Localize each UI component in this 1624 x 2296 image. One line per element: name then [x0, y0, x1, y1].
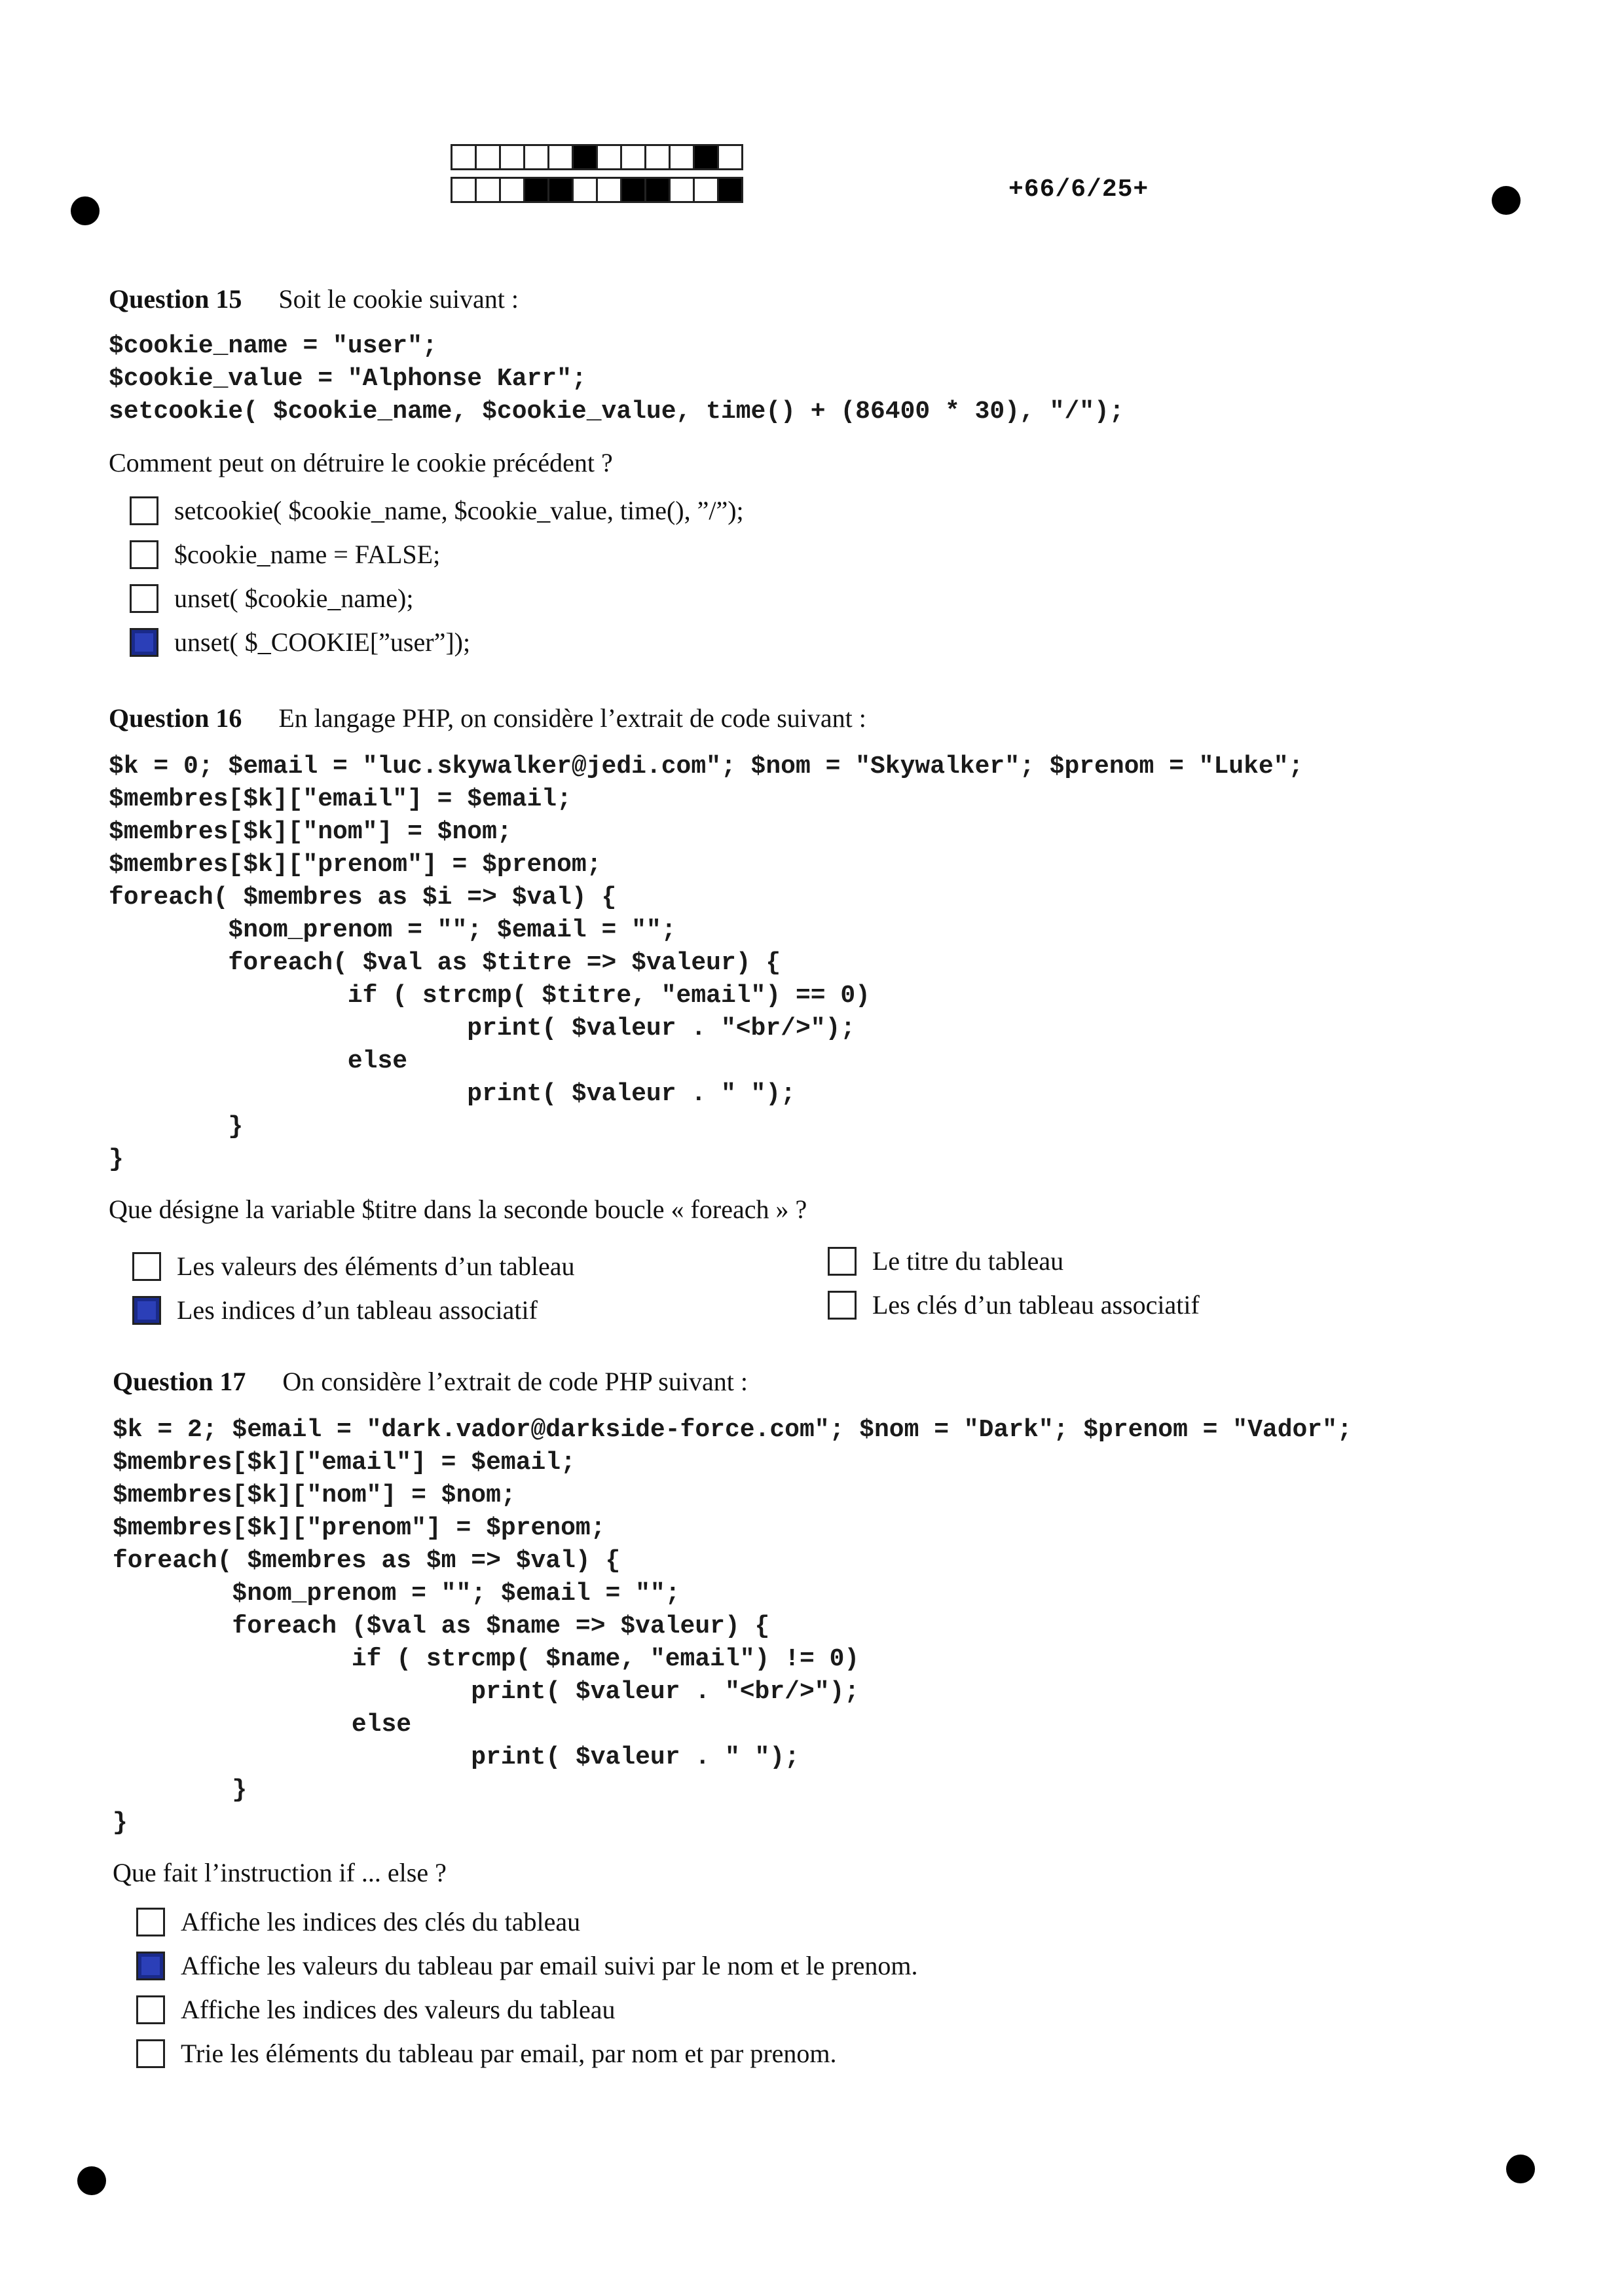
- question-number: Question 15: [109, 284, 242, 314]
- option-label: $cookie_name = FALSE;: [174, 539, 441, 569]
- question-16: [109, 701, 1523, 1332]
- page-id: +66/6/25+: [1008, 176, 1149, 204]
- question-header: [113, 1364, 1527, 1399]
- barcode-cell: [572, 177, 598, 203]
- answer-option[interactable]: [136, 2031, 1527, 2075]
- answer-options: [130, 489, 1523, 664]
- checkbox[interactable]: [136, 1908, 165, 1936]
- question-number: Question 17: [113, 1367, 246, 1396]
- question-prompt: Comment peut on détruire le cookie précédent ?: [109, 448, 613, 477]
- answer-option[interactable]: [130, 620, 1523, 664]
- checkbox[interactable]: [136, 2039, 165, 2068]
- checkbox[interactable]: [130, 496, 158, 525]
- barcode-cell: [596, 144, 622, 170]
- barcode-row-1: [451, 144, 741, 170]
- checkbox[interactable]: [828, 1247, 857, 1276]
- barcode-cell: [572, 144, 598, 170]
- checkbox[interactable]: [132, 1252, 161, 1281]
- checkbox[interactable]: [828, 1291, 857, 1320]
- option-label: Affiche les indices des valeurs du tableau: [181, 1994, 616, 2024]
- barcode-cell: [669, 177, 695, 203]
- answer-option[interactable]: [130, 489, 1523, 532]
- option-label: Le titre du tableau: [872, 1246, 1064, 1276]
- barcode-cell: [547, 177, 574, 203]
- option-label: Affiche les indices des clés du tableau: [181, 1906, 581, 1936]
- answer-option[interactable]: [130, 532, 1523, 576]
- barcode-cell: [620, 177, 646, 203]
- code-block: $cookie_name = "user"; $cookie_value = "Alphonse Karr"; setcookie( $cookie_name, $cookie_value, time() + (86400 * 30), "/");: [109, 332, 1124, 426]
- barcode-cell: [693, 144, 719, 170]
- answer-option[interactable]: [136, 1988, 1527, 2031]
- answer-option[interactable]: [130, 576, 1523, 620]
- question-title: En langage PHP, on considère l’extrait de code suivant :: [278, 703, 866, 733]
- options-left-column: [132, 1244, 828, 1332]
- option-label: unset( $_COOKIE[”user”]);: [174, 627, 471, 657]
- code-block: $k = 2; $email = "dark.vador@darkside-force.com"; $nom = "Dark"; $prenom = "Vador"; $membres[$k]["email"] = $email; $membres[$k]["nom"] = $nom; $membres[$k]["prenom"] = $prenom; foreach( $membres as $m => $val) { $nom_prenom = ""; $email = ""; foreach ($val as $name => $valeur) { if ( strcmp( $name, "email") != 0) print( $valeur . "<br/>"); else print( $valeur . " "); } }: [113, 1416, 1352, 1837]
- option-label: Les clés d’un tableau associatif: [872, 1289, 1200, 1320]
- question-prompt: Que désigne la variable $titre dans la seconde boucle « foreach » ?: [109, 1194, 807, 1224]
- barcode-cell: [620, 144, 646, 170]
- checkbox[interactable]: [130, 628, 158, 657]
- barcode-cell: [717, 177, 743, 203]
- barcode-cell: [475, 144, 501, 170]
- barcode-cell: [499, 144, 525, 170]
- answer-option[interactable]: [136, 1944, 1527, 1988]
- option-label: Les indices d’un tableau associatif: [177, 1295, 538, 1325]
- barcode-cell: [644, 177, 671, 203]
- question-15: [109, 282, 1523, 664]
- question-17: [113, 1364, 1527, 2075]
- registration-mark-top-right: [1492, 186, 1521, 215]
- registration-mark-bottom-right: [1506, 2155, 1535, 2183]
- barcode-cell: [499, 177, 525, 203]
- answer-option[interactable]: [828, 1239, 1523, 1283]
- answer-option[interactable]: [132, 1288, 828, 1332]
- answer-option[interactable]: [132, 1244, 828, 1288]
- barcode-cell: [596, 177, 622, 203]
- question-number: Question 16: [109, 703, 242, 733]
- barcode-cell: [717, 144, 743, 170]
- option-label: Affiche les valeurs du tableau par email suivi par le nom et le prenom.: [181, 1950, 918, 1980]
- code-block: $k = 0; $email = "luc.skywalker@jedi.com"; $nom = "Skywalker"; $prenom = "Luke"; $membres[$k]["email"] = $email; $membres[$k]["nom"] = $nom; $membres[$k]["prenom"] = $prenom; foreach( $membres as $i => $val) { $nom_prenom = ""; $email = ""; foreach( $val as $titre => $valeur) { if ( strcmp( $titre, "email") == 0) print( $valeur . "<br/>"); else print( $valeur . " "); } }: [109, 752, 1304, 1174]
- checkbox[interactable]: [132, 1296, 161, 1325]
- barcode-cell: [523, 144, 549, 170]
- barcode-cell: [475, 177, 501, 203]
- barcode-cell: [451, 144, 477, 170]
- option-label: Trie les éléments du tableau par email, par nom et par prenom.: [181, 2038, 837, 2068]
- barcode-cell: [451, 177, 477, 203]
- options-right-column: [828, 1239, 1523, 1332]
- barcode-cell: [669, 144, 695, 170]
- barcode-cell: [644, 144, 671, 170]
- checkbox[interactable]: [130, 584, 158, 613]
- checkbox[interactable]: [136, 1995, 165, 2024]
- answer-options: [136, 1900, 1527, 2075]
- checkbox[interactable]: [130, 540, 158, 569]
- question-title: Soit le cookie suivant :: [278, 284, 519, 314]
- question-prompt: Que fait l’instruction if ... else ?: [113, 1858, 447, 1887]
- option-label: unset( $cookie_name);: [174, 583, 414, 613]
- question-title: On considère l’extrait de code PHP suivant :: [282, 1367, 748, 1396]
- barcode-cell: [547, 144, 574, 170]
- barcode-cell: [693, 177, 719, 203]
- question-header: [109, 701, 1523, 736]
- answer-option[interactable]: [828, 1283, 1523, 1327]
- answer-option[interactable]: [136, 1900, 1527, 1944]
- option-label: setcookie( $cookie_name, $cookie_value, time(), ”/”);: [174, 495, 744, 525]
- registration-mark-bottom-left: [77, 2166, 106, 2195]
- answer-options: [132, 1244, 1523, 1332]
- barcode-cell: [523, 177, 549, 203]
- barcode-row-2: [451, 177, 741, 203]
- registration-mark-top-left: [71, 196, 100, 225]
- question-header: [109, 282, 1523, 317]
- option-label: Les valeurs des éléments d’un tableau: [177, 1251, 575, 1281]
- checkbox[interactable]: [136, 1952, 165, 1980]
